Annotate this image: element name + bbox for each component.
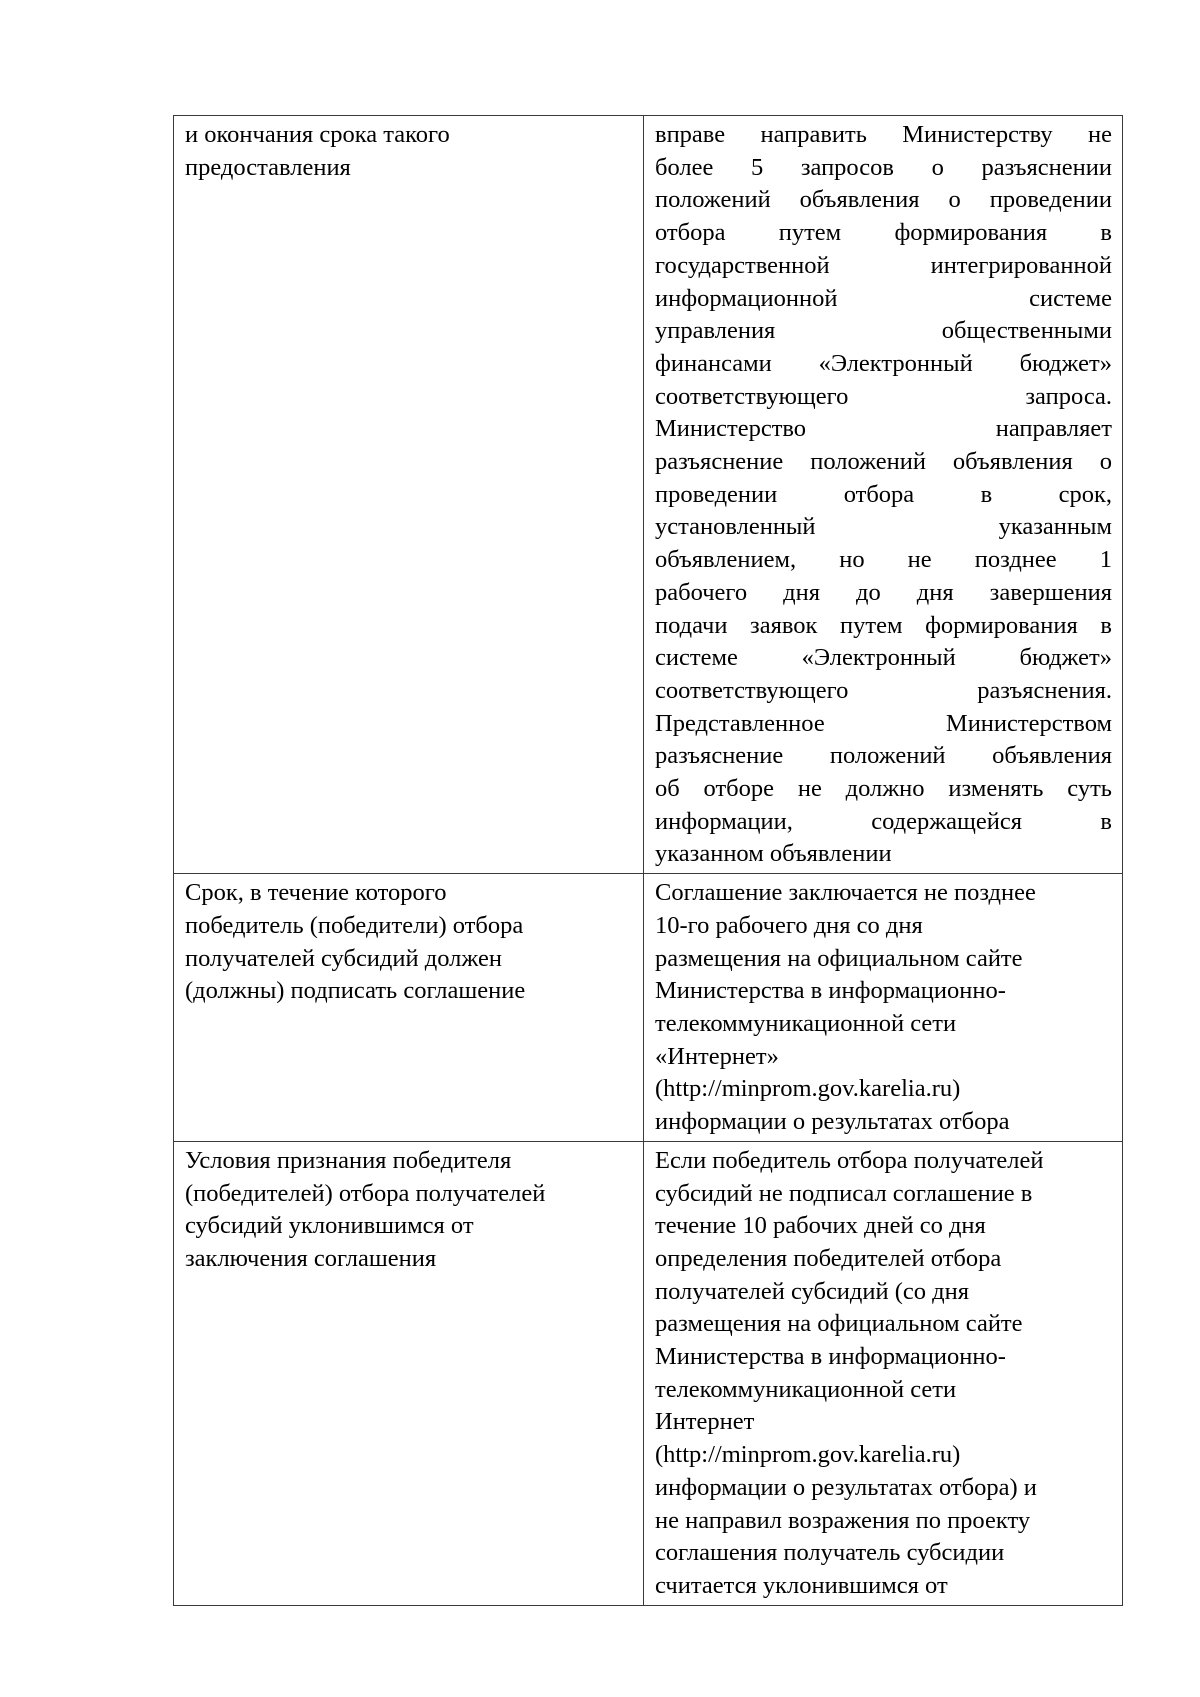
text-line: телекоммуникационной сети [655,1009,957,1037]
text-line: проведении отбора в срок, [655,480,1112,508]
text-line: объявлением, но не позднее 1 [655,546,1112,574]
row-value-cell [644,874,1123,1142]
text-line: Министерства в информационно- [655,977,1006,1005]
text-line: 10-го рабочего дня со дня [655,911,923,939]
text-line: подачи заявок путем формирования в [655,611,1112,639]
text-line: (должны) подписать соглашение [185,977,526,1005]
document-table [173,115,1123,1606]
text-line: Условия признания победителя [185,1146,512,1174]
text-line: субсидий не подписал соглашение в [655,1179,1033,1207]
text-line: рабочего дня до дня завершения [655,578,1112,606]
text-line: соответствующего разъяснения. [655,676,1112,704]
row-label-cell [174,874,644,1142]
text-line: Представленное Министерством [655,709,1112,737]
text-line: получателей субсидий (со дня [655,1277,969,1305]
text-line: Если победитель отбора получателей [655,1146,1044,1174]
text-line: течение 10 рабочих дней со дня [655,1212,986,1240]
text-line: определения победителей отбора [655,1244,1002,1272]
text-line: соглашения получатель субсидии [655,1539,1005,1567]
row-label-cell [174,1141,644,1605]
text-line: телекоммуникационной сети [655,1375,957,1403]
text-line: положений объявления о проведении [655,186,1112,214]
text-line: и окончания срока такого [185,121,450,148]
text-line: информации о результатах отбора [655,1108,1010,1136]
text-line: Срок, в течение которого [185,879,447,907]
text-line: Интернет [655,1408,755,1436]
text-line: информации о результатах отбора) и [655,1473,1037,1501]
text-line: размещения на официальном сайте [655,1310,1023,1338]
row-value-cell [644,1141,1123,1605]
row-label-cell [174,116,644,874]
table-row [174,874,1123,1142]
text-line: государственной интегрированной [655,251,1112,279]
table-row [174,116,1123,874]
text-line: (победителей) отбора получателей [185,1179,546,1207]
text-line: об отборе не должно изменять суть [655,775,1112,803]
text-line: (http://minprom.gov.karelia.ru) [655,1441,961,1469]
text-line: предоставления [185,153,351,181]
text-line: отбора путем формирования в [655,219,1112,247]
text-line: системе «Электронный бюджет» [655,644,1112,672]
text-line: информации, содержащейся в [655,807,1112,835]
text-line: соответствующего запроса. [655,382,1112,410]
text-line: (http://minprom.gov.karelia.ru) [655,1075,961,1103]
text-line: заключения соглашения [185,1244,437,1272]
text-line: более 5 запросов о разъяснении [655,153,1112,181]
text-line: вправе направить Министерству не [655,121,1112,148]
text-line: Соглашение заключается не позднее [655,879,1036,907]
text-line: управления общественными [655,317,1112,345]
text-line: считается уклонившимся от [655,1571,948,1599]
text-line: установленный указанным [655,513,1112,541]
table-body [174,116,1123,1606]
text-line: финансами «Электронный бюджет» [655,349,1112,377]
text-line: получателей субсидий должен [185,944,502,972]
text-line: информационной системе [655,284,1112,312]
text-line: указанном объявлении [655,840,892,868]
text-line: размещения на официальном сайте [655,944,1023,972]
text-line: не направил возражения по проекту [655,1506,1031,1534]
text-line: Министерства в информационно- [655,1343,1006,1371]
text-line: субсидий уклонившимся от [185,1212,474,1240]
text-line: разъяснение положений объявления [655,742,1112,770]
table-row [174,1141,1123,1605]
text-line: разъяснение положений объявления о [655,448,1112,476]
row-value-cell [644,116,1123,874]
text-line: «Интернет» [655,1042,779,1070]
text-line: победитель (победители) отбора [185,911,524,939]
text-line: Министерство направляет [655,415,1112,443]
